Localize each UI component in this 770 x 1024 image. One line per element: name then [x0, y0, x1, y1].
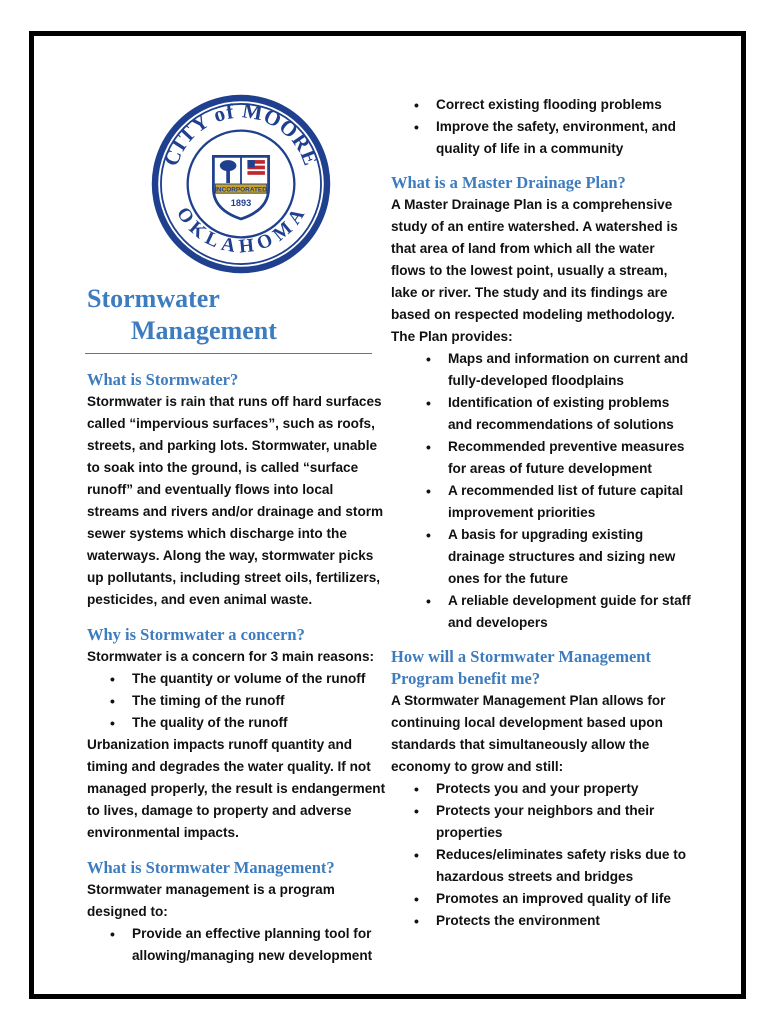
list-item: • Reduces/eliminates safety risks due to hazardous streets and bridges: [436, 844, 691, 888]
seal-year-text: 1893: [230, 198, 252, 209]
list-item: • The quantity or volume of the runoff: [132, 668, 387, 690]
master-plan-list: [391, 348, 691, 634]
list-item: • A basis for upgrading existing drainage structures and sizing new ones for the future: [448, 524, 691, 590]
right-column: [391, 94, 691, 932]
why-concern-list: [87, 668, 387, 734]
management-list: [87, 923, 387, 967]
list-item: • Provide an effective planning tool for allowing/managing new development: [132, 923, 387, 967]
list-item: • The timing of the runoff: [132, 690, 387, 712]
what-is-stormwater-body: Stormwater is rain that runs off hard surfaces called “impervious surfaces”, such as roofs, streets, and parking lots. Stormwater, unable to soak into the ground, is called “surface runoff” and eventually flows into local streams and rivers and/or drainage and storm sewer systems which discharge into the waterways. Along the way, stormwater picks up pollutants, including street oils, fertilizers, pesticides, and even animal waste.: [87, 394, 384, 607]
list-item: • Maps and information on current and fully-developed floodplains: [448, 348, 691, 392]
management-list-continued: [391, 94, 691, 160]
title-line-2: Management: [131, 316, 277, 345]
why-concern-intro: Stormwater is a concern for 3 main reasons:: [87, 649, 375, 664]
heading-why-concern: Why is Stormwater a concern?: [87, 625, 305, 644]
list-item: • The quality of the runoff: [132, 712, 387, 734]
heading-what-is-stormwater: What is Stormwater?: [87, 370, 239, 389]
city-seal-logo: [149, 92, 333, 276]
list-item: • A reliable development guide for staff and developers: [448, 590, 691, 634]
list-item: • Protects your neighbors and their properties: [436, 800, 691, 844]
list-item: • A recommended list of future capital improvement priorities: [448, 480, 691, 524]
list-item: • Promotes an improved quality of life: [436, 888, 691, 910]
benefit-body: A Stormwater Management Plan allows for continuing local development based upon standards that simultaneously allow the economy to grow and still:: [391, 693, 666, 774]
heading-benefit: How will a Stormwater Management Program benefit me?: [391, 647, 651, 688]
list-item: • Improve the safety, environment, and quality of life in a community: [436, 116, 691, 160]
left-column: [87, 283, 387, 967]
list-item: • Identification of existing problems and recommendations of solutions: [448, 392, 691, 436]
list-item: • Correct existing flooding problems: [436, 94, 691, 116]
heading-master-plan: What is a Master Drainage Plan?: [391, 173, 626, 192]
master-plan-body: A Master Drainage Plan is a comprehensive study of an entire watershed. A watershed is that area of land from which all the water flows to the lowest point, usually a stream, lake or river. The study and its findings are based on respected modeling methodology. The Plan provides:: [391, 197, 678, 344]
list-item: • Recommended preventive measures for areas of future development: [448, 436, 691, 480]
svg-text:CITY of MOORE: CITY of MOORE: [158, 98, 324, 170]
seal-banner-text: INCORPORATED: [215, 186, 267, 194]
title-rule: [85, 353, 372, 354]
what-is-management-intro: Stormwater management is a program designed to:: [87, 882, 335, 919]
list-item: • Protects the environment: [436, 910, 691, 932]
why-concern-body: Urbanization impacts runoff quantity and timing and degrades the water quality. If not managed properly, the result is endangerment to lives, damage to property and adverse environmental impacts.: [87, 737, 386, 840]
svg-text:OKLAHOMA: OKLAHOMA: [172, 203, 310, 258]
heading-what-is-management: What is Stormwater Management?: [87, 858, 335, 877]
list-item: • Protects you and your property: [436, 778, 691, 800]
page-border: [29, 31, 746, 999]
title-line-1: Stormwater: [87, 284, 220, 313]
benefit-list: [391, 778, 691, 932]
page-title: [87, 283, 387, 347]
